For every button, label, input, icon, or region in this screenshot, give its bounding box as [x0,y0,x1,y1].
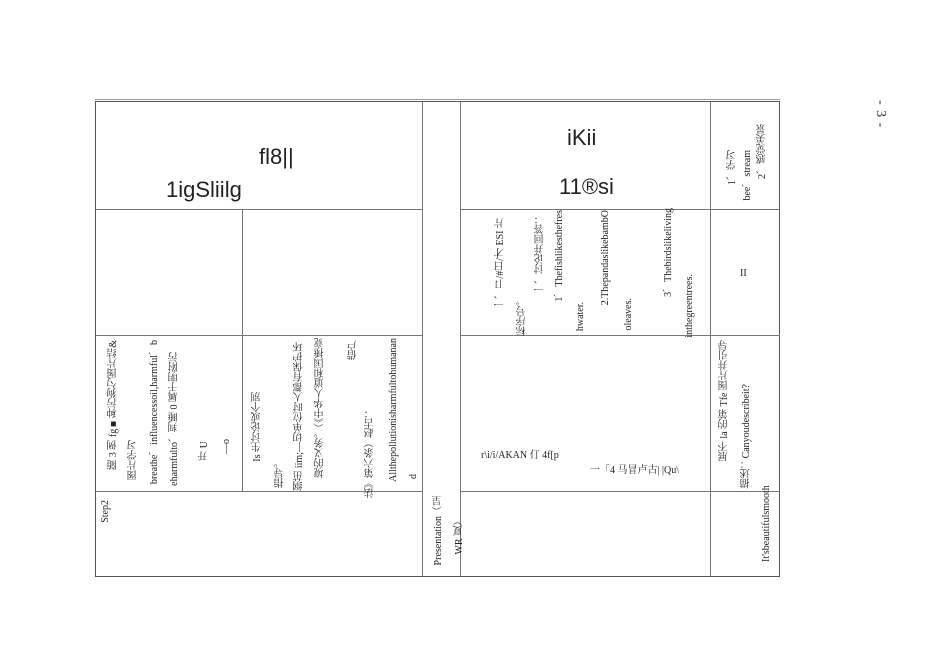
col-b-line: d [408,474,419,479]
col-a-line: 开 U [199,441,210,461]
col-c-line: hwater. [575,302,586,332]
roman-numeral: II [740,268,747,279]
header-left-line1: fl8|| [259,144,294,169]
col-d-line: 描述：Canyoudescribeit? [741,384,752,489]
col-b-line: 境的义务。（《中华人道和国捶竟 [315,338,326,478]
grid-hline-right-lower [460,491,780,492]
header-right-line1: iKii [567,125,597,150]
header-right-line2: 11®si [559,174,614,199]
col-c-line: 2.ThepandaslikebambO [600,210,611,306]
grid-hline-header-right [460,209,780,210]
col-a-line: breathe、influencessoil,harmful、b [149,340,160,485]
col-c-line: 标序号。 [517,296,528,336]
col-c-bottom-line1: r\i/i/AKAN 仃 4f[p [481,450,559,461]
presentation-label-1: Presentation（呈 [433,496,444,566]
grid-vline-2 [460,102,461,576]
col-b-line: 借户 [348,340,359,360]
grid-vline-1 [422,102,423,576]
grid-vline-inner-left [242,209,243,491]
col-c-line: 一、卩/#曰/才 ESI 片 [495,218,506,309]
lesson-table [95,101,780,577]
col-a-line: —o [221,439,232,454]
col-d-line: It'sbeautifulsmooth [761,485,772,562]
col-b-line: Is 生讨论或个别 [252,392,263,462]
page-number: - 3 - [873,100,888,129]
col-c-bottom-line2: 一「4 马冒卢古| |Qu\ [590,465,680,476]
col-a-line: eharmfulto、判睡 0 属于明附污 [169,352,180,486]
header-left-line2: 1igSliilg [166,177,242,202]
objective-line3: 2、感觉美景 [757,124,768,179]
col-c-line: 3、Thebirdslikeliving [663,208,674,297]
col-c-line: oleaves. [623,298,634,331]
col-d-line: 展不 la 的第 Tfe 图片并引导 [719,340,730,462]
objective-line1: 1、学习 [727,150,738,185]
grid-hline-mid-left [96,335,422,336]
col-c-line: inthegreentrees. [684,274,695,338]
grid-hline-header [96,209,422,210]
frame-top-rule [95,99,780,100]
col-a-line: 图片学习 [128,440,139,480]
grid-vline-3 [710,102,711,576]
col-a-line: 随 3 例 fg■种污狗勺图片结& [108,340,119,470]
col-b-line: 法》第六条）赵古： [365,408,376,498]
presentation-label-2: WR 夏） [454,516,465,555]
col-c-line: 一、讨论并回答： [535,214,546,294]
objective-line2: bee、stream [742,150,753,201]
col-b-line: 纲茁 iim;—切单位时人都有保护环 [294,342,305,491]
grid-hline-mid-right [460,335,780,336]
col-c-line: 1、Thefishlikesthefres [554,210,565,302]
col-b-line: 指导。 [275,458,286,488]
step-label: Step2 [100,500,111,523]
col-b-line: Allthepollutionisharmfultohumanan [388,338,399,482]
